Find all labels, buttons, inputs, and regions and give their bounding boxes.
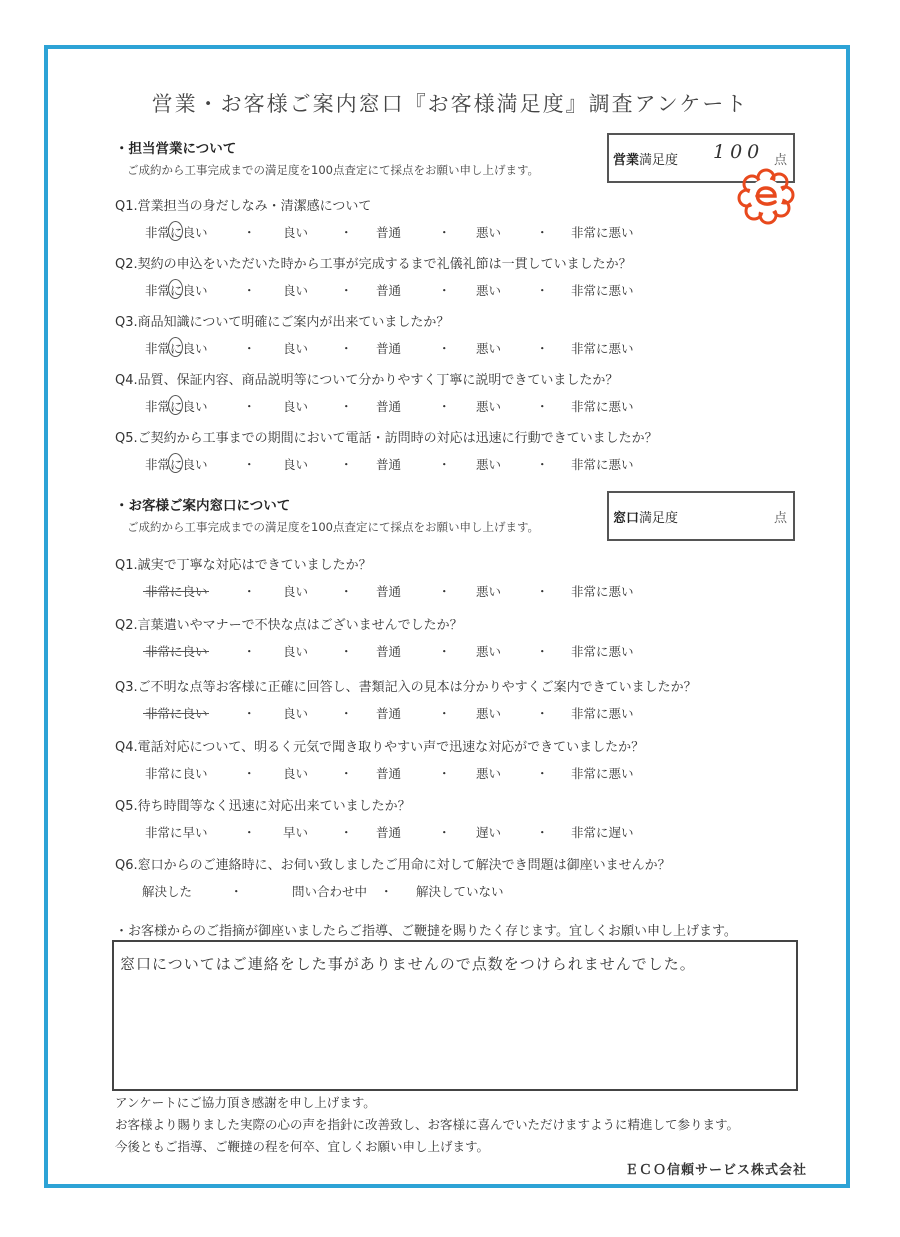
window-q3-option-5[interactable]: 非常に悪い (571, 706, 634, 721)
sales-q5-option-1[interactable]: 非常に良い (145, 457, 208, 472)
window-q6-option-3[interactable]: 解決していない (416, 884, 504, 899)
option-separator: ・ (243, 825, 256, 840)
window-q1-strike-mark (143, 591, 209, 592)
option-separator: ・ (243, 457, 256, 472)
sales-question-1: Q1.営業担当の身だしなみ・清潔感について (115, 199, 372, 214)
option-separator: ・ (340, 584, 353, 599)
option-separator: ・ (536, 225, 549, 240)
window-q2-strike-mark (143, 651, 209, 652)
option-separator: ・ (340, 283, 353, 298)
option-separator: ・ (438, 457, 451, 472)
sales-q4-option-5[interactable]: 非常に悪い (571, 399, 634, 414)
option-separator: ・ (243, 766, 256, 781)
window-q2-option-4[interactable]: 悪い (476, 644, 502, 659)
option-separator: ・ (230, 884, 243, 899)
sales-q2-selection-mark (168, 279, 183, 299)
footer-line-3: 今後ともご指導、ご鞭撻の程を何卒、宜しくお願い申し上げます。 (115, 1139, 490, 1154)
option-separator: ・ (243, 584, 256, 599)
window-q2-option-3[interactable]: 普通 (376, 644, 402, 659)
sales-q2-option-4[interactable]: 悪い (476, 283, 502, 298)
window-q4-option-5[interactable]: 非常に悪い (571, 766, 634, 781)
sales-score-value[interactable]: 100 (713, 141, 765, 163)
window-q3-option-3[interactable]: 普通 (376, 706, 402, 721)
sales-q5-option-2[interactable]: 良い (283, 457, 309, 472)
window-question-4: Q4.電話対応について、明るく元気で聞き取りやすい声で迅速な対応ができていましたか？ (115, 740, 645, 755)
window-q6-option-1[interactable]: 解決した (142, 884, 193, 899)
sales-q3-option-4[interactable]: 悪い (476, 341, 502, 356)
option-separator: ・ (340, 644, 353, 659)
window-q5-option-2[interactable]: 早い (283, 825, 309, 840)
option-separator: ・ (536, 457, 549, 472)
sales-question-3: Q3.商品知識について明確にご案内が出来ていましたか？ (115, 315, 450, 330)
company-name: ＥＣＯ信頼サービス株式会社 (625, 1163, 808, 1178)
window-section-heading: ・お客様ご案内窓口について (115, 498, 291, 514)
window-q1-option-5[interactable]: 非常に悪い (571, 584, 634, 599)
window-q5-option-5[interactable]: 非常に遅い (571, 825, 634, 840)
window-q5-option-4[interactable]: 遅い (476, 825, 502, 840)
footer-line-2: お客様より賜りました実際の心の声を指針に改善致し、お客様に喜んでいただけますように精進して参ります。 (115, 1117, 740, 1132)
sales-q2-option-5[interactable]: 非常に悪い (571, 283, 634, 298)
window-q4-option-2[interactable]: 良い (283, 766, 309, 781)
sales-question-5: Q5.ご契約から工事までの期間において電話・訪問時の対応は迅速に行動できていましたか？ (115, 431, 658, 446)
option-separator: ・ (243, 706, 256, 721)
sales-q4-selection-mark (168, 395, 183, 415)
option-separator: ・ (340, 457, 353, 472)
sales-q4-option-3[interactable]: 普通 (376, 399, 402, 414)
option-separator: ・ (438, 584, 451, 599)
window-section-desc: ご成約から工事完成までの満足度を100点査定にて採点をお願い申し上げます。 (127, 520, 540, 534)
option-separator: ・ (340, 825, 353, 840)
option-separator: ・ (340, 225, 353, 240)
sales-q3-option-5[interactable]: 非常に悪い (571, 341, 634, 356)
window-q1-option-2[interactable]: 良い (283, 584, 309, 599)
sales-q5-selection-mark (168, 453, 183, 473)
option-separator: ・ (438, 825, 451, 840)
window-q3-option-1[interactable]: 非常に良い (145, 706, 208, 721)
option-separator: ・ (340, 399, 353, 414)
window-q2-option-1[interactable]: 非常に良い (145, 644, 208, 659)
option-separator: ・ (438, 644, 451, 659)
window-score-box (607, 491, 795, 541)
sales-q1-selection-mark (168, 221, 183, 241)
option-separator: ・ (438, 225, 451, 240)
window-question-6: Q6.窓口からのご連絡時に、お伺い致しましたご用命に対して解決でき問題は御座いませんか？ (115, 858, 671, 873)
window-question-3: Q3.ご不明な点等お客様に正確に回答し、書類記入の見本は分かりやすくご案内できていましたか？ (115, 680, 697, 695)
option-separator: ・ (438, 766, 451, 781)
sales-q3-selection-mark (168, 337, 183, 357)
option-separator: ・ (536, 644, 549, 659)
window-q4-option-4[interactable]: 悪い (476, 766, 502, 781)
option-separator: ・ (536, 825, 549, 840)
window-q4-option-3[interactable]: 普通 (376, 766, 402, 781)
eco-flower-stamp (735, 165, 797, 227)
window-score-unit: 点 (773, 511, 787, 526)
option-separator: ・ (243, 399, 256, 414)
window-q3-option-2[interactable]: 良い (283, 706, 309, 721)
window-q2-option-2[interactable]: 良い (283, 644, 309, 659)
window-q6-option-2[interactable]: 問い合わせ中 (292, 884, 368, 899)
option-separator: ・ (243, 341, 256, 356)
window-q5-option-1[interactable]: 非常に早い (145, 825, 208, 840)
sales-score-label: 満足度 (639, 153, 679, 168)
sales-question-4: Q4.品質、保証内容、商品説明等について分かりやすく丁寧に説明できていましたか？ (115, 373, 619, 388)
sales-q3-option-2[interactable]: 良い (283, 341, 309, 356)
option-separator: ・ (380, 884, 393, 899)
option-separator: ・ (340, 706, 353, 721)
option-separator: ・ (536, 584, 549, 599)
option-separator: ・ (536, 706, 549, 721)
option-separator: ・ (536, 283, 549, 298)
option-separator: ・ (438, 399, 451, 414)
sales-q5-option-3[interactable]: 普通 (376, 457, 402, 472)
sales-q1-option-4[interactable]: 悪い (476, 225, 502, 240)
sales-q1-option-1[interactable]: 非常に良い (145, 225, 208, 240)
window-question-2: Q2.言葉遣いやマナーで不快な点はございませんでしたか？ (115, 618, 463, 633)
sales-q5-option-4[interactable]: 悪い (476, 457, 502, 472)
sales-section-heading: ・担当営業について (115, 141, 237, 157)
sales-q2-option-2[interactable]: 良い (283, 283, 309, 298)
option-separator: ・ (243, 283, 256, 298)
sales-q5-option-5[interactable]: 非常に悪い (571, 457, 634, 472)
footer-line-1: アンケートにご協力頂き感謝を申し上げます。 (115, 1095, 376, 1110)
option-separator: ・ (536, 766, 549, 781)
window-q3-strike-mark (143, 713, 209, 714)
option-separator: ・ (438, 706, 451, 721)
sales-q3-option-1[interactable]: 非常に良い (145, 341, 208, 356)
option-separator: ・ (243, 644, 256, 659)
option-separator: ・ (536, 341, 549, 356)
window-q1-option-1[interactable]: 非常に良い (145, 584, 208, 599)
sales-q4-option-1[interactable]: 非常に良い (145, 399, 208, 414)
window-q2-option-5[interactable]: 非常に悪い (571, 644, 634, 659)
page-title: 営業・お客様ご案内窓口『お客様満足度』調査アンケート (151, 92, 749, 116)
sales-score-label-bold: 営業 (613, 153, 640, 168)
window-q5-option-3[interactable]: 普通 (376, 825, 402, 840)
sales-q2-option-1[interactable]: 非常に良い (145, 283, 208, 298)
window-q1-option-4[interactable]: 悪い (476, 584, 502, 599)
sales-q1-option-2[interactable]: 良い (283, 225, 309, 240)
option-separator: ・ (536, 399, 549, 414)
comment-handwritten-text: 窓口についてはご連絡をした事がありませんので点数をつけられませんでした。 (120, 955, 696, 973)
option-separator: ・ (438, 341, 451, 356)
comment-box[interactable] (112, 940, 798, 1091)
sales-score-unit: 点 (773, 153, 787, 168)
comment-prompt: ・お客様からのご指摘が御座いましたらご指導、ご鞭撻を賜りたく存じます。宜しくお願い申し上げます。 (115, 924, 737, 939)
sales-q4-option-4[interactable]: 悪い (476, 399, 502, 414)
window-score-label: 満足度 (639, 511, 679, 526)
window-question-5: Q5.待ち時間等なく迅速に対応出来ていましたか？ (115, 799, 411, 814)
sales-question-2: Q2.契約の申込をいただいた時から工事が完成するまで礼儀礼節は一貫していましたか？ (115, 257, 632, 272)
option-separator: ・ (243, 225, 256, 240)
window-score-label-bold: 窓口 (613, 511, 640, 526)
sales-q1-option-5[interactable]: 非常に悪い (571, 225, 634, 240)
sales-q4-option-2[interactable]: 良い (283, 399, 309, 414)
sales-q3-option-3[interactable]: 普通 (376, 341, 402, 356)
window-q1-option-3[interactable]: 普通 (376, 584, 402, 599)
sales-q2-option-3[interactable]: 普通 (376, 283, 402, 298)
sales-section-desc: ご成約から工事完成までの満足度を100点査定にて採点をお願い申し上げます。 (127, 163, 540, 177)
sales-q1-option-3[interactable]: 普通 (376, 225, 402, 240)
window-question-1: Q1.誠実で丁寧な対応はできていましたか？ (115, 558, 372, 573)
window-q3-option-4[interactable]: 悪い (476, 706, 502, 721)
option-separator: ・ (340, 341, 353, 356)
option-separator: ・ (340, 766, 353, 781)
window-q4-option-1[interactable]: 非常に良い (145, 766, 208, 781)
option-separator: ・ (438, 283, 451, 298)
